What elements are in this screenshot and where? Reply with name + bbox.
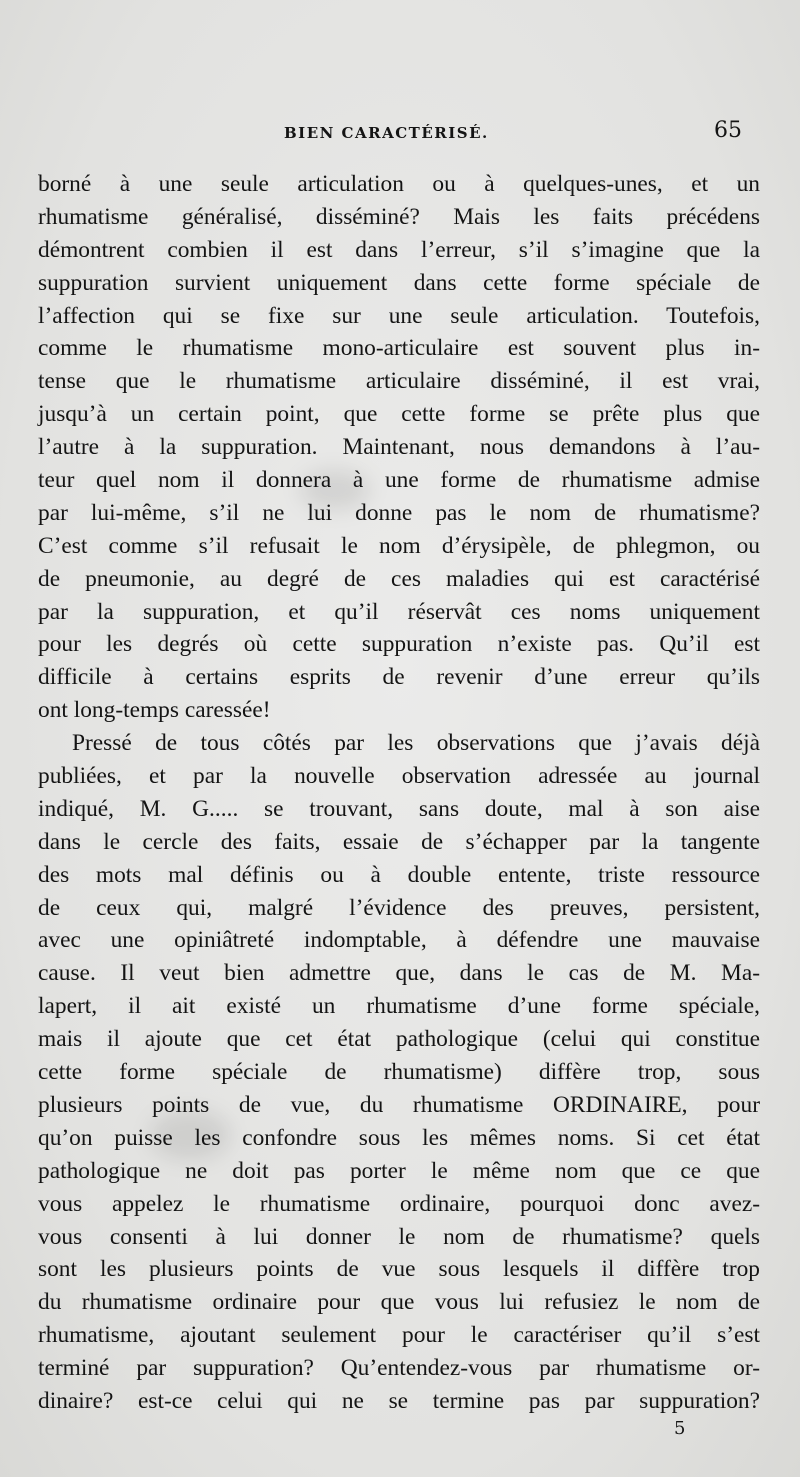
text-line: Pressé de tous côtés par les observations que j’avais déjà	[72, 730, 760, 757]
text-line: dinaire? est-ce celui qui ne se termine pas par suppuration?	[38, 1387, 760, 1414]
text-line: dans le cercle des faits, essaie de s’échapper par la tangente	[38, 828, 760, 855]
text-line: par lui-même, s’il ne lui donne pas le nom de rhumatisme?	[38, 499, 760, 526]
signature-mark: 5	[674, 1418, 686, 1439]
text-line: lapert, il ait existé un rhumatisme d’une forme spéciale,	[38, 993, 760, 1020]
text-line: de ceux qui, malgré l’évidence des preuves, persistent,	[38, 894, 760, 921]
text-line: du rhumatisme ordinaire pour que vous lui refusiez le nom de	[38, 1289, 760, 1316]
text-line: cette forme spéciale de rhumatisme) diffère trop, sous	[38, 1059, 760, 1086]
text-line: vous consenti à lui donner le nom de rhumatisme? quels	[38, 1223, 760, 1250]
page-number: 65	[714, 118, 742, 143]
text-line: vous appelez le rhumatisme ordinaire, pourquoi donc avez-	[38, 1190, 760, 1217]
text-line: rhumatisme généralisé, disséminé? Mais les faits précédens	[38, 203, 760, 230]
text-line: qu’on puisse les confondre sous les mêmes noms. Si cet état	[38, 1124, 760, 1151]
text-line: de pneumonie, au degré de ces maladies qui est caractérisé	[38, 565, 760, 592]
text-line: tense que le rhumatisme articulaire disséminé, il est vrai,	[38, 368, 760, 395]
text-line: pathologique ne doit pas porter le même nom que ce que	[38, 1157, 760, 1184]
text-line: suppuration survient uniquement dans cette forme spéciale de	[38, 269, 760, 296]
text-line: l’autre à la suppuration. Maintenant, nous demandons à l’au-	[38, 434, 760, 461]
text-line: terminé par suppuration? Qu’entendez-vous par rhumatisme or-	[38, 1355, 760, 1382]
text-line: comme le rhumatisme mono-articulaire est souvent plus in-	[38, 335, 760, 362]
running-head	[0, 118, 800, 148]
text-line: teur quel nom il donnera à une forme de rhumatisme admise	[38, 467, 760, 494]
text-line: indiqué, M. G..... se trouvant, sans doute, mal à son aise	[38, 795, 760, 822]
text-line: sont les plusieurs points de vue sous lesquels il diffère trop	[38, 1256, 760, 1283]
text-line: borné à une seule articulation ou à quelques-unes, et un	[38, 171, 760, 197]
text-line: plusieurs points de vue, du rhumatisme ORDINAIRE, pour	[38, 1091, 760, 1118]
text-line: ont long-temps caressée!	[38, 697, 271, 724]
text-line: rhumatisme, ajoutant seulement pour le caractériser qu’il s’est	[38, 1322, 760, 1349]
text-line: mais il ajoute que cet état pathologique (celui qui constitue	[38, 1026, 760, 1053]
text-line: par la suppuration, et qu’il réservât ces noms uniquement	[38, 598, 760, 625]
paragraph	[38, 727, 760, 1418]
running-title: BIEN CARACTÉRISÉ.	[284, 124, 489, 142]
text-line: pour les degrés où cette suppuration n’existe pas. Qu’il est	[38, 631, 760, 658]
text-line: l’affection qui se fixe sur une seule articulation. Toutefois,	[38, 302, 760, 329]
text-line: difficile à certains esprits de revenir d’une erreur qu’ils	[38, 664, 760, 691]
text-line: des mots mal définis ou à double entente, triste ressource	[38, 861, 760, 888]
body-text	[38, 168, 760, 1418]
text-line: démontrent combien il est dans l’erreur, s’il s’imagine que la	[38, 236, 760, 263]
paragraph	[38, 168, 760, 727]
text-line: C’est comme s’il refusait le nom d’érysipèle, de phlegmon, ou	[38, 532, 760, 559]
text-line: publiées, et par la nouvelle observation adressée au journal	[38, 763, 760, 790]
text-line: jusqu’à un certain point, que cette forme se prête plus que	[38, 401, 760, 428]
text-line: cause. Il veut bien admettre que, dans le cas de M. Ma-	[38, 960, 760, 987]
text-line: avec une opiniâtreté indomptable, à défendre une mauvaise	[38, 927, 760, 954]
